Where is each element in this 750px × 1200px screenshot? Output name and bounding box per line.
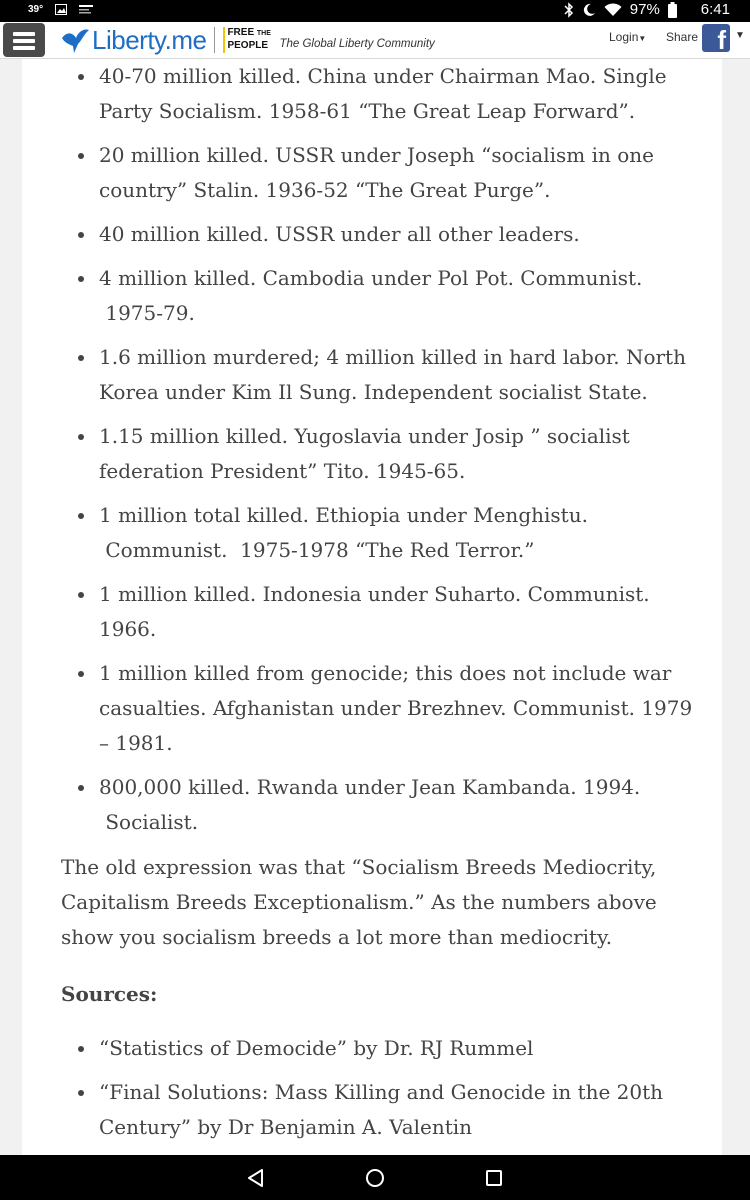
list-item: 1 million total killed. Ethiopia under Menghistu. Communist. 1975-1978 “The Red Terror.”	[61, 498, 701, 568]
list-item: 1.6 million murdered; 4 million killed in hard labor. North Korea under Kim Il Sung. Independent socialist State.	[61, 340, 701, 410]
list-item: “Final Solutions: Mass Killing and Genocide in the 20th Century” by Dr Benjamin A. Valentin	[61, 1075, 701, 1145]
battery-percent: 97%	[629, 1, 660, 18]
list-item: 20 million killed. USSR under Joseph “socialism in one country” Stalin. 1936-52 “The Great Purge”.	[61, 138, 701, 208]
wifi-icon	[604, 3, 622, 17]
list-item: 40 million killed. USSR under all other leaders.	[61, 217, 701, 252]
back-icon[interactable]	[244, 1166, 268, 1190]
tagline: The Global Liberty Community	[279, 38, 435, 50]
bluetooth-icon	[564, 2, 574, 18]
list-item: 800,000 killed. Rwanda under Jean Kambanda. 1994. Socialist.	[61, 770, 701, 840]
caret-down-icon: ▼	[638, 34, 647, 43]
closing-paragraph: The old expression was that “Socialism Breeds Mediocrity, Capitalism Breeds Exceptionalism.” As the numbers above show you socialism breeds a lot more than mediocrity.	[61, 855, 657, 949]
list-item: “Statistics of Democide” by Dr. RJ Rummel	[61, 1031, 701, 1066]
sources-heading: Sources:	[61, 982, 158, 1006]
list-item: 1.15 million killed. Yugoslavia under Josip ” socialist federation President” Tito. 1945-65.	[61, 419, 701, 489]
brand-name: Liberty.me	[92, 24, 207, 55]
death-toll-list	[61, 59, 701, 840]
sources-list	[61, 1031, 701, 1145]
login-button[interactable]: Login▼	[609, 30, 647, 44]
site-header	[0, 22, 750, 59]
list-item: 4 million killed. Cambodia under Pol Pot. Communist. 1975-79.	[61, 261, 701, 331]
moon-icon	[582, 3, 596, 17]
list-item: 1 million killed. Indonesia under Suharto. Communist. 1966.	[61, 577, 701, 647]
menu-icon	[13, 32, 35, 36]
bird-logo-icon	[60, 26, 90, 54]
image-icon	[55, 4, 67, 15]
notification-icon	[79, 4, 93, 15]
article-body	[22, 59, 722, 1155]
share-label: Share	[666, 30, 699, 44]
free-the-people-logo: FREE THE PEOPLE	[223, 27, 273, 53]
temperature: 39°	[28, 4, 44, 15]
list-item: 40-70 million killed. China under Chairman Mao. Single Party Socialism. 1958-61 “The Great Leap Forward”.	[61, 59, 701, 129]
list-item: 1 million killed from genocide; this does not include war casualties. Afghanistan under Brezhnev. Communist. 1979 – 1981.	[61, 656, 701, 761]
hamburger-menu-button[interactable]	[3, 23, 45, 57]
status-bar	[0, 0, 750, 22]
home-icon[interactable]	[363, 1166, 387, 1190]
clock: 6:41	[700, 1, 730, 18]
share-options-caret-icon[interactable]: ▼	[735, 30, 745, 41]
facebook-icon: f	[717, 25, 726, 55]
battery-icon	[668, 2, 677, 18]
recents-icon[interactable]	[482, 1166, 506, 1190]
facebook-share-button[interactable]	[702, 24, 730, 55]
site-logo[interactable]	[60, 25, 435, 55]
navigation-bar	[0, 1155, 750, 1200]
